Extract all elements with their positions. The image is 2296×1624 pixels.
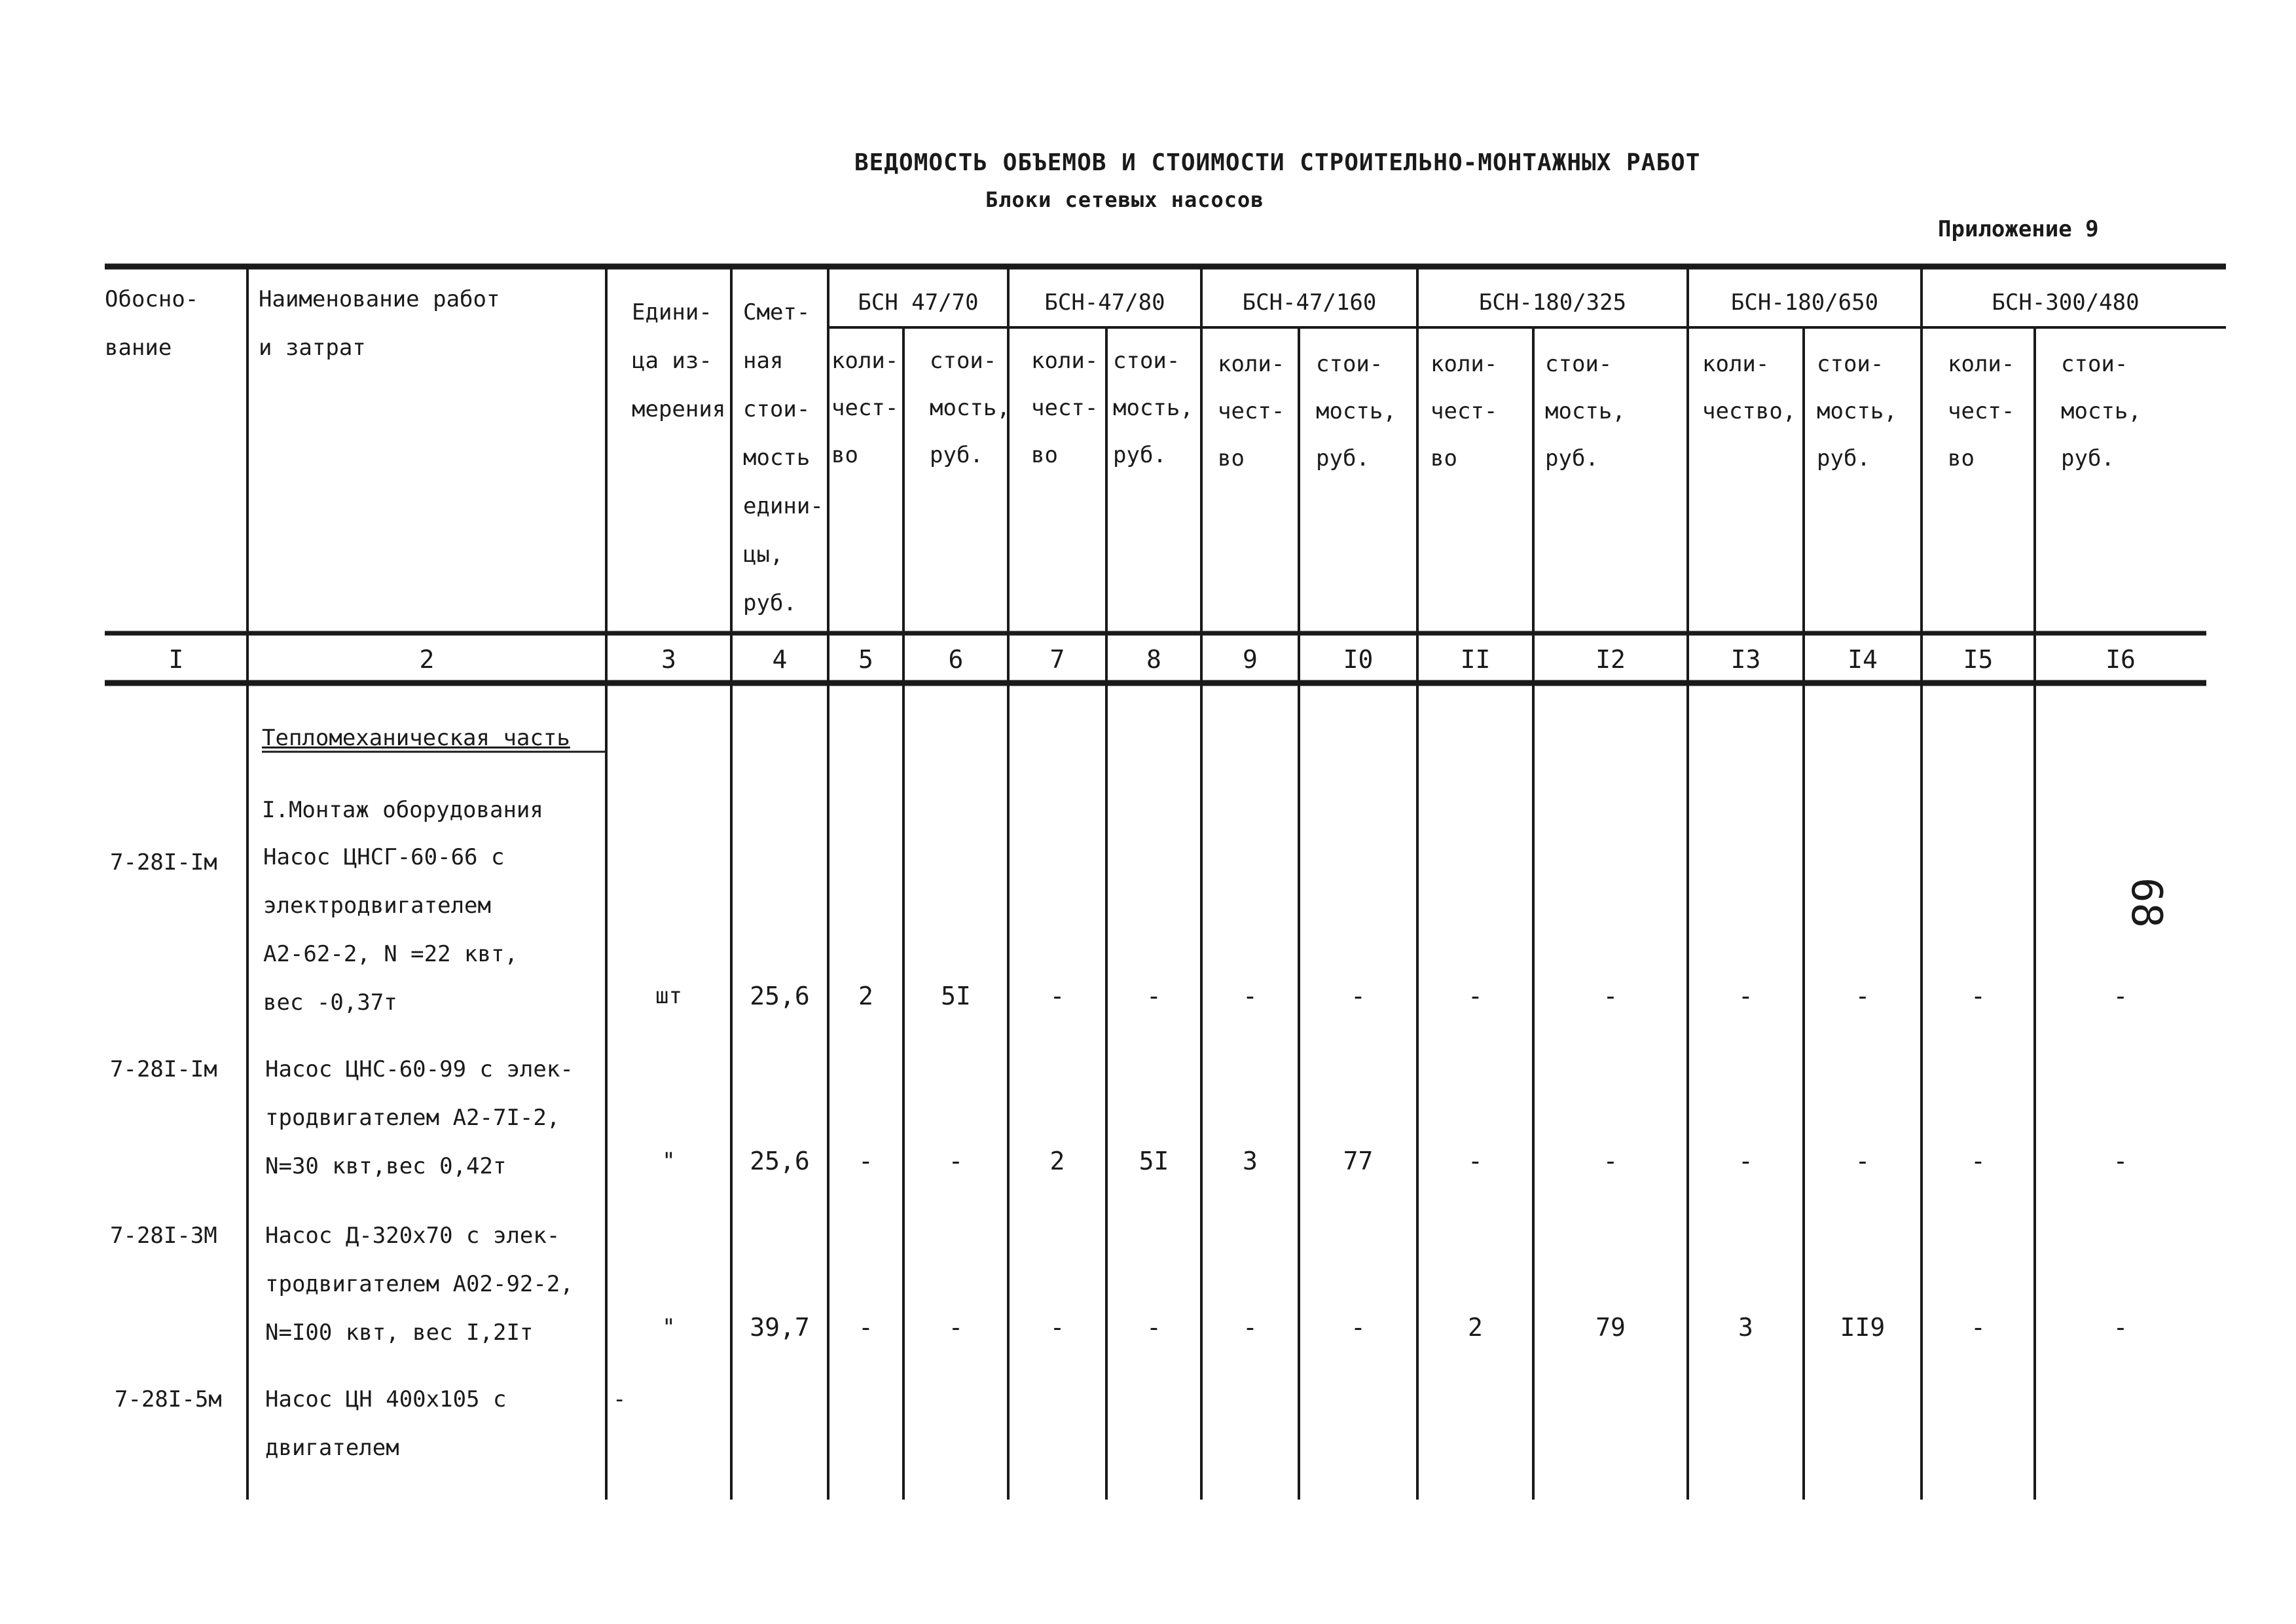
row-name: Насос ЦНС-60-99 с элек- тродвигателем А2-7I-2, N=30 квт,вес 0,42т	[265, 1056, 574, 1179]
row-value: -	[2113, 1147, 2128, 1175]
subheader-quantity-5: коли- чест- во	[831, 348, 899, 468]
header-name: Наименование работ и затрат	[259, 286, 500, 361]
column-number: I6	[2105, 645, 2136, 674]
subheader-cost-10: стои- мость, руб.	[1316, 351, 1396, 471]
row-name: Насос ЦНСГ-60-66 с электродвигателем А2-62-2, N =22 квт, вес -0,37т	[263, 844, 518, 1016]
subheader-cost-8: стои- мость, руб.	[1113, 348, 1194, 468]
row-value: 2	[1049, 1147, 1065, 1175]
row-value: 2	[1468, 1313, 1483, 1342]
row-price: 25,6	[750, 1147, 810, 1175]
row-basis: 7-28I-3М	[110, 1223, 217, 1249]
row-value: -	[1971, 1147, 1986, 1175]
row-value: -	[1855, 982, 1870, 1010]
column-number: 9	[1243, 645, 1258, 674]
subheader-cost-16: стои- мость, руб.	[2061, 351, 2141, 471]
row-value: -	[1468, 982, 1483, 1010]
subheader-cost-14: стои- мость, руб.	[1817, 351, 1897, 471]
column-number: I	[168, 645, 184, 674]
row-basis: 7-28I-Iм	[110, 1056, 217, 1082]
row-value: -	[2113, 1313, 2128, 1342]
row-name: Насос Д-320х70 с элек- тродвигателем А02-92-2, N=I00 квт, вес I,2Iт	[265, 1223, 574, 1346]
group-header-5: БСН-180/650	[1730, 289, 1879, 316]
subheader-quantity-13: коли- чество,	[1702, 351, 1796, 424]
group-header-1: БСН 47/70	[858, 289, 979, 316]
column-number: 6	[948, 645, 964, 674]
column-number: I0	[1343, 645, 1374, 674]
column-number: I3	[1730, 645, 1761, 674]
document-title: ВЕДОМОСТЬ ОБЪЕМОВ И СТОИМОСТИ СТРОИТЕЛЬНО-МОНТАЖНЫХ РАБОТ	[854, 149, 1701, 176]
row-value: II9	[1840, 1313, 1886, 1342]
column-number: 5	[858, 645, 873, 674]
row-value: 77	[1343, 1147, 1374, 1175]
row-value: -	[1146, 982, 1161, 1010]
row-value: -	[1351, 982, 1366, 1010]
column-number: I2	[1595, 645, 1626, 674]
row-unit: шт	[655, 983, 682, 1009]
row-value: -	[1738, 982, 1753, 1010]
row-unit: -	[613, 1386, 627, 1412]
row-value: -	[858, 1147, 873, 1175]
document-subtitle: Блоки сетевых насосов	[985, 187, 1264, 212]
subheader-cost-6: стои- мость, руб.	[930, 348, 1010, 468]
row-value: -	[1855, 1147, 1870, 1175]
row-value: -	[1243, 982, 1258, 1010]
header-unit: Едини- ца из- мерения	[632, 299, 726, 422]
row-value: -	[1049, 1313, 1065, 1342]
row-value: 3	[1243, 1147, 1258, 1175]
subheader-cost-12: стои- мость, руб.	[1545, 351, 1626, 471]
group-header-3: БСН-47/160	[1242, 289, 1377, 316]
row-value: -	[1243, 1313, 1258, 1342]
subheader-quantity-11: коли- чест- во	[1430, 351, 1498, 471]
row-unit: "	[662, 1314, 676, 1340]
row-value: -	[1603, 982, 1618, 1010]
column-number: 8	[1146, 645, 1161, 674]
row-unit: "	[662, 1148, 676, 1174]
subsection-title: I.Монтаж оборудования	[262, 797, 543, 823]
row-value: -	[1971, 1313, 1986, 1342]
row-basis: 7-28I-Iм	[110, 849, 217, 876]
group-header-6: БСН-300/480	[1992, 289, 2140, 316]
column-number: 4	[772, 645, 788, 674]
column-number: I4	[1848, 645, 1878, 674]
row-value: -	[948, 1313, 964, 1342]
column-number: 7	[1049, 645, 1065, 674]
row-value: -	[948, 1147, 964, 1175]
column-number: I5	[1963, 645, 1994, 674]
column-number: 3	[661, 645, 676, 674]
row-value: -	[1971, 982, 1986, 1010]
row-value: -	[858, 1313, 873, 1342]
row-name: Насос ЦН 400х105 с двигателем	[265, 1386, 507, 1461]
row-price: 25,6	[750, 982, 810, 1010]
appendix-label: Приложение 9	[1938, 216, 2099, 242]
row-value: -	[1738, 1147, 1753, 1175]
subheader-quantity-7: коли- чест- во	[1031, 348, 1099, 468]
row-basis: 7-28I-5м	[115, 1386, 222, 1412]
row-value: 79	[1595, 1313, 1626, 1342]
group-header-4: БСН-180/325	[1478, 289, 1627, 316]
row-value: -	[1146, 1313, 1161, 1342]
row-value: -	[1468, 1147, 1483, 1175]
header-unit-price: Смет- ная стои- мость едини- цы, руб.	[743, 299, 824, 616]
row-value: 2	[858, 982, 873, 1010]
row-value: -	[2113, 982, 2128, 1010]
header-basis: Обосно- вание	[105, 286, 199, 361]
row-value: -	[1351, 1313, 1366, 1342]
subheader-quantity-9: коли- чест- во	[1218, 351, 1285, 471]
section-title: Тепломеханическая часть	[262, 725, 570, 751]
row-value: -	[1603, 1147, 1618, 1175]
row-value: -	[1049, 982, 1065, 1010]
row-value: 5I	[1139, 1147, 1169, 1175]
subheader-quantity-15: коли- чест- во	[1948, 351, 2015, 471]
page-number: 68	[2122, 877, 2170, 929]
group-header-2: БСН-47/80	[1044, 289, 1165, 316]
row-value: 5I	[941, 982, 971, 1010]
row-price: 39,7	[750, 1313, 810, 1342]
column-number: 2	[419, 645, 435, 674]
column-number: II	[1460, 645, 1491, 674]
row-value: 3	[1738, 1313, 1753, 1342]
